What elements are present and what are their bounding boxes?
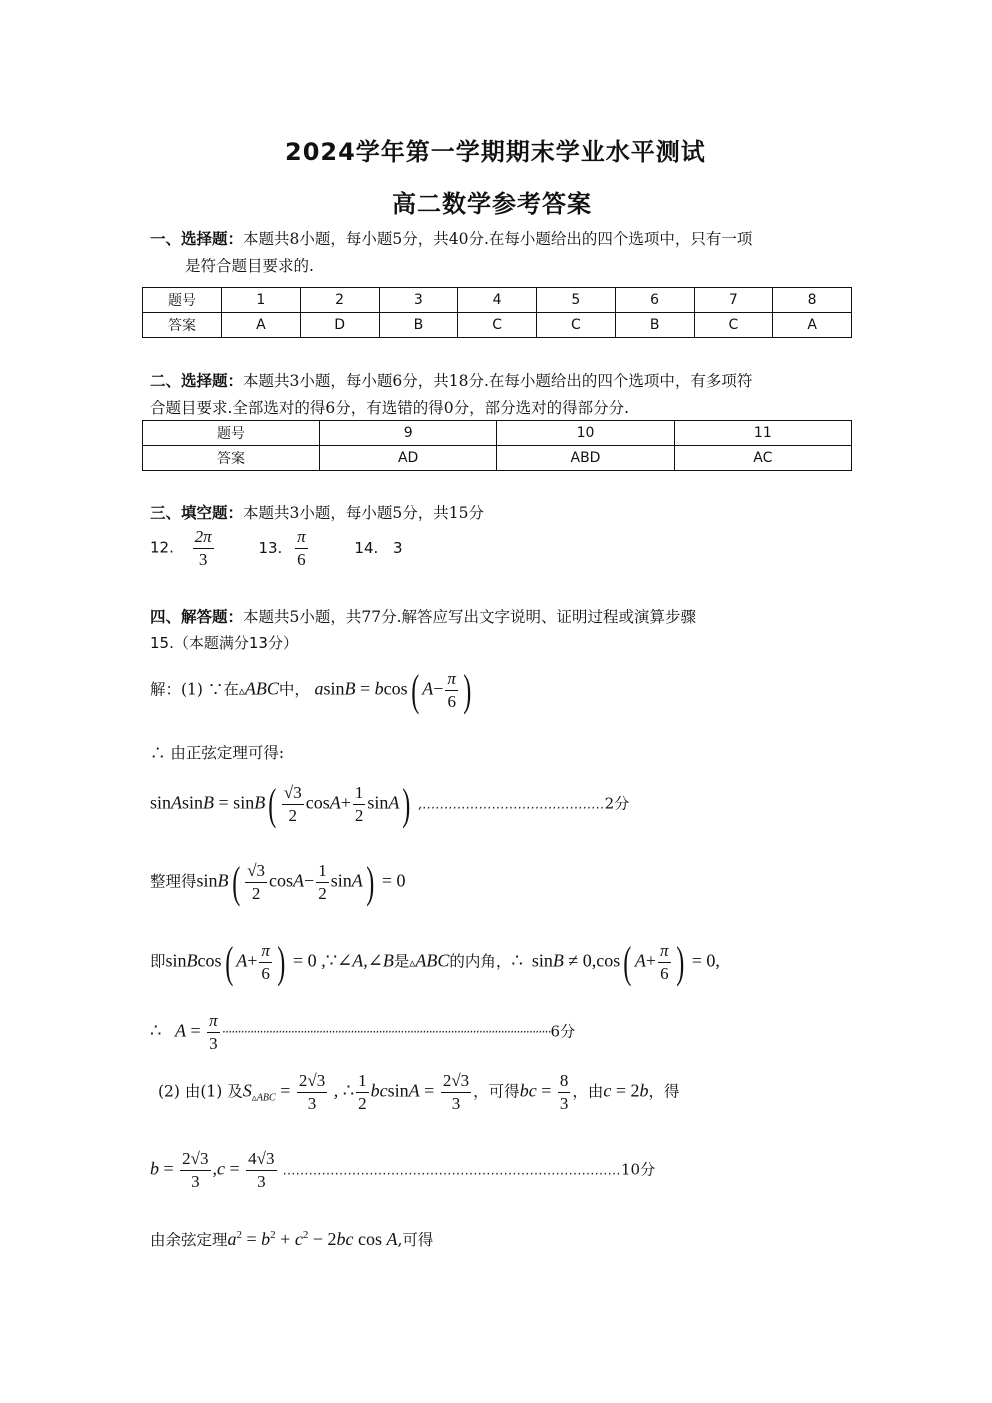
sol-l5-mid2: 的内角， (449, 952, 512, 971)
table-cell: A (773, 313, 852, 338)
answer-table-1 (142, 287, 852, 338)
q12-num: 2π (193, 526, 214, 549)
table-header-cell: 答案 (143, 446, 320, 471)
section-1-intro (150, 226, 752, 252)
q13-num: π (295, 526, 308, 549)
q13-answer (295, 526, 308, 571)
table-cell: 7 (694, 288, 773, 313)
table-cell: ABD (497, 446, 674, 471)
score-2: 2分 (604, 794, 630, 813)
table-cell: 5 (537, 288, 616, 313)
table-header-cell: 答案 (143, 313, 222, 338)
section-1-label: 一、选择题： (150, 230, 244, 248)
score-10: 10分 (621, 1160, 656, 1179)
dotted-leader: ········································································································· (221, 1025, 551, 1041)
table-cell: 3 (379, 288, 458, 313)
table-row-answers (143, 446, 852, 471)
q14-answer: 3 (393, 538, 403, 557)
solution-line-3: sinAsinB = sinB( $\frac{√3}{2}$ cosA+ $\frac{1}{2}$ sinA) ,……………………………………2分 (150, 779, 630, 829)
sol-l7-mid2: ，由 (572, 1082, 604, 1101)
sol-l1-prefix: 解：(1) ∵在 (150, 680, 239, 699)
table-cell: C (537, 313, 616, 338)
page-subtitle: 高二数学参考答案 (392, 190, 592, 218)
section-1-text-line2: 是符合题目要求的. (185, 257, 314, 275)
section-2-text-line1: 本题共3小题，每小题6分，共18分.在每小题给出的四个选项中，有多项符 (243, 372, 753, 390)
table-cell: B (615, 313, 694, 338)
solution-line-9: 由余弦定理$a^2 = b^2 + c^2 - 2bc$ cos A,可得 (150, 1229, 434, 1249)
table-cell: 11 (674, 421, 851, 446)
table-cell: AD (320, 446, 497, 471)
section-2-label: 二、选择题： (150, 372, 244, 390)
table-row-questions (143, 421, 852, 446)
section-1-text-line1: 本题共8小题，每小题5分，共40分.在每小题给出的四个选项中，只有一项 (243, 230, 753, 248)
q13-label: 13. (258, 538, 283, 557)
q12-answer (193, 526, 214, 571)
score-6: 6分 (550, 1022, 576, 1041)
section-4-label: 四、解答题： (150, 608, 244, 626)
solution-line-2: ∴ 由正弦定理可得: (150, 744, 285, 762)
table-cell: 2 (300, 288, 379, 313)
table-cell: A (222, 313, 301, 338)
solution-line-8: b = $\frac{2√3}{3}$ ,c = $\frac{4√3}{3}$ ……………………………………………………………………10分 (150, 1149, 656, 1191)
table-cell: 8 (773, 288, 852, 313)
section-4-intro (150, 604, 696, 630)
answer-table-2 (142, 420, 852, 471)
table-cell: 6 (615, 288, 694, 313)
q14-label: 14. (354, 538, 379, 557)
q12-den: 3 (198, 550, 208, 569)
table-cell: C (694, 313, 773, 338)
fill-answers (150, 526, 403, 571)
table-cell: B (379, 313, 458, 338)
solution-line-4: 整理得sinB( $\frac{√3}{2}$ cosA− $\frac{1}{2}$ sinA) = 0 (150, 857, 406, 907)
sol-l4-prefix: 整理得 (150, 872, 197, 891)
table-row-answers (143, 313, 852, 338)
table-cell: 1 (222, 288, 301, 313)
table-cell: 9 (320, 421, 497, 446)
sol-l7-prefix: (2) 由(1) 及 (158, 1082, 243, 1101)
solution-line-5: 即sinBcos( A+ $\frac{\pi}{6}$ ) = 0 ,∵∠A,∠B是▵ABC的内角，∴ sinB ≠ 0,cos( A+ $\frac{\pi}{6}$ ) = 0, (150, 937, 720, 987)
table-cell: 10 (497, 421, 674, 446)
q12-label: 12. (150, 538, 174, 557)
table-row-questions (143, 288, 852, 313)
table-cell: AC (674, 446, 851, 471)
table-header-cell: 题号 (143, 421, 320, 446)
sol-l1-mid: 中， (278, 680, 310, 699)
section-3-text: 本题共3小题，每小题5分，共15分 (243, 504, 484, 522)
solution-line-1: 解：(1) ∵在▵ABC中， asinB = bcos( A− $\frac{\pi}{6}$ ) (150, 665, 472, 715)
sol-l9-prefix: 由余弦定理 (150, 1231, 228, 1249)
sol-l5-prefix: 即 (150, 952, 166, 971)
dotted-leader: ,…………………………………… (418, 797, 605, 813)
table-cell: C (458, 313, 537, 338)
solution-line-6: ∴ A = $\frac{\pi}{3}$ ·········································································································6分 (150, 1011, 576, 1053)
table-cell: D (300, 313, 379, 338)
sol-l5-mid: 是 (393, 952, 410, 971)
section-4-text: 本题共5小题，共77分.解答应写出文字说明、证明过程或演算步骤 (243, 608, 697, 626)
q13-den: 6 (297, 550, 306, 569)
page-title: 2024学年第一学期期末学业水平测试 (285, 138, 706, 166)
solution-line-7: (2) 由(1) 及$S_{▵ABC}$ = $\frac{2√3}{3}$ , ∴ $\frac{1}{2}$ bcsinA = $\frac{2√3}{3}$ ，可得bc = $\frac{8}{3}$ ，由c = 2b，得 (158, 1071, 680, 1113)
section-3-label: 三、填空题： (150, 504, 244, 522)
question-15-header: 15.（本题满分13分） (150, 634, 298, 652)
dotted-leader: …………………………………………………………………… (283, 1163, 621, 1179)
sol-l7-end: ，得 (648, 1082, 680, 1101)
table-cell: 4 (458, 288, 537, 313)
section-2-intro (150, 368, 752, 394)
section-3-intro (150, 500, 484, 526)
section-2-text-line2: 合题目要求.全部选对的得6分，有选错的得0分，部分选对的得部分分. (150, 399, 630, 417)
sol-l9-end: ,可得 (397, 1231, 434, 1249)
sol-l7-mid: ，可得 (473, 1082, 520, 1101)
table-header-cell: 题号 (143, 288, 222, 313)
